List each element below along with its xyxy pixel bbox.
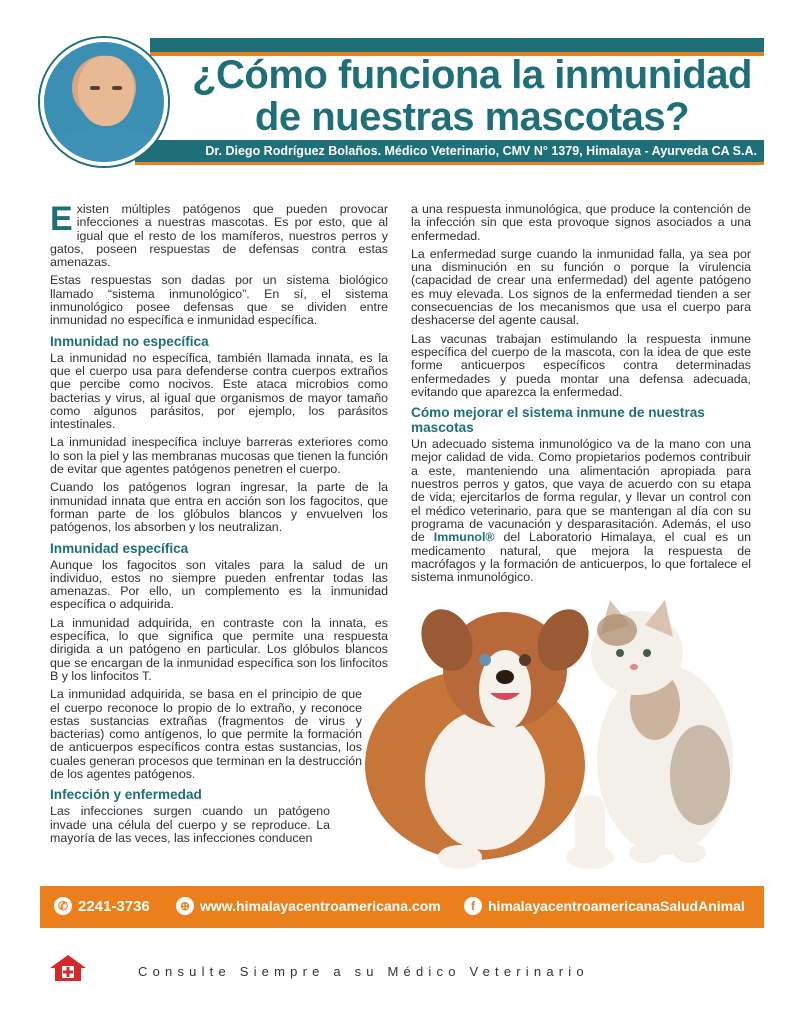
paragraph: La inmunidad adquirida, se basa en el principio de que el cuerpo reconoce lo propio de lo extraño, y reconoce estas sustancias extrañas (fragmentos de virus y bacterias) como antígenos, lo que permite la formación de anticuerpos específicos contra estas sustancias, los cuales generan procesos que terminan en la destrucción de los agentes patógenos. xyxy=(50,687,362,781)
paragraph: Un adecuado sistema inmunológico va de la mano con una mejor calidad de vida. Como propietarios podemos contribuir a este, manteniendo una alimentación apropiada para nuestros perros y gatos, que vaya de acuerdo con su etapa de vida; ejercitarlos de forma regular, y llevar un control con el médico veterinario, para que se mantengan al día con su programa de vacunación y desparasitación. Además, el uso de Immunol® del Laboratorio Himalaya, el cual es un medicamento natural, que mejora la respuesta de macrófagos y la formación de anticuerpos, lo que fortalece el sistema inmunológico. xyxy=(411,437,751,585)
header-stripe xyxy=(150,38,764,52)
paragraph: La inmunidad adquirida, en contraste con la innata, es específica, lo que significa que permite una respuesta dirigida a un patógeno en particular. Los glóbulos blancos que se encargan de la inmunidad específica son los linfocitos B y los linfocitos T. xyxy=(50,615,388,683)
slogan: Consulte Siempre a su Médico Veterinario xyxy=(138,964,589,979)
paragraph: Las infecciones surgen cuando un patógeno invade una célula del cuerpo y se reproduce. La mayoría de las veces, las infecciones conducen xyxy=(50,804,330,845)
author-byline: Dr. Diego Rodríguez Bolaños. Médico Veterinario, CMV N° 1379, Himalaya - Ayurveda CA S.A. xyxy=(205,144,757,158)
vet-logo-icon xyxy=(48,954,88,982)
paragraph: La inmunidad inespecífica incluye barreras exteriores como lo son la piel y las membranas mucosas que tienen la función de evitar que agentes patógenos penetren el cuerpo. xyxy=(50,435,388,477)
page-title xyxy=(180,54,764,138)
section-heading: Inmunidad no específica xyxy=(50,333,209,349)
paragraph: Estas respuestas son dadas por un sistema biológico llamado “sistema inmunológico”. En sí, el sistema inmunológico posee defensas que se dividen entre inmunidad no específica e inmunidad específica. xyxy=(50,273,388,328)
facebook-link[interactable]: f himalayacentroamericanaSaludAnimal xyxy=(464,897,745,915)
paragraph: Las vacunas trabajan estimulando la respuesta inmune específica del cuerpo de la mascota, con la idea de que este forme anticuerpos específicos contra determinadas enfermedades y pueda montar una defensa adecuada, evitando que aparezca la enfermedad. xyxy=(411,331,751,399)
title-line-2: de nuestras mascotas? xyxy=(254,95,690,139)
title-line-1: ¿Cómo funciona la inmunidad xyxy=(192,53,752,97)
intro-paragraph: Existen múltiples patógenos que pueden provocar infecciones a nuestras mascotas. Es por esto, que al igual que el resto de los mamíferos, nuestros perros y gatos, poseen respuestas de defensas contra estas amenazas. xyxy=(50,200,388,270)
paragraph: a una respuesta inmunológica, que produce la contención de la infección sin que esta provoque signos asociados a una enfermedad. xyxy=(411,202,751,243)
contact-footer xyxy=(40,886,764,928)
section-heading: Cómo mejorar el sistema inmune de nuestras mascotas xyxy=(411,405,705,436)
byline-accent xyxy=(135,162,764,165)
article-column-left xyxy=(50,200,388,850)
drop-cap: E xyxy=(50,200,73,238)
section-heading: Infección y enfermedad xyxy=(50,787,202,803)
paragraph: La inmunidad no específica, también llamada innata, es la que el cuerpo usa para defenderse contra cuerpos extraños que percibe como nocivos. Este ataca microbios como bacterias y virus, al igual que organismos de mayor tamaño como algunos parásitos, por ejemplo, los parásitos intestinales. xyxy=(50,350,388,432)
phone-icon: ✆ xyxy=(54,897,72,915)
phone-link[interactable]: ✆ 2241-3736 xyxy=(54,897,150,915)
product-name: Immunol® xyxy=(433,530,495,545)
paragraph: Aunque los fagocitos son vitales para la salud de un individuo, estos no siempre pueden enfrentar todas las amenazas. Por ello, un complemento es la inmunidad específica o adquirida. xyxy=(50,557,388,612)
paragraph: La enfermedad surge cuando la inmunidad falla, ya sea por una disminución en su función o porque la virulencia (capacidad de crear una enfermedad) del agente patógeno es muy elevada. Los signos de la enfermedad tienden a ser consecuencias de los mecanismos que usa el cuerpo para deshacerse del agente causal. xyxy=(411,246,751,328)
bottom-bar xyxy=(40,950,764,990)
article-header xyxy=(40,38,764,168)
article-column-right xyxy=(411,203,751,589)
website-link[interactable]: ⊕ www.himalayacentroamericana.com xyxy=(176,897,441,915)
section-heading: Inmunidad específica xyxy=(50,540,189,556)
dog-and-cat-illustration xyxy=(355,595,775,875)
facebook-icon: f xyxy=(464,897,482,915)
globe-icon: ⊕ xyxy=(176,897,194,915)
paragraph: Cuando los patógenos logran ingresar, la parte de la inmunidad innata que entra en acción son los fagocitos, que forman parte de los glóbulos blancos y envuelven los patógenos, los absorben y los neutralizan. xyxy=(50,480,388,535)
